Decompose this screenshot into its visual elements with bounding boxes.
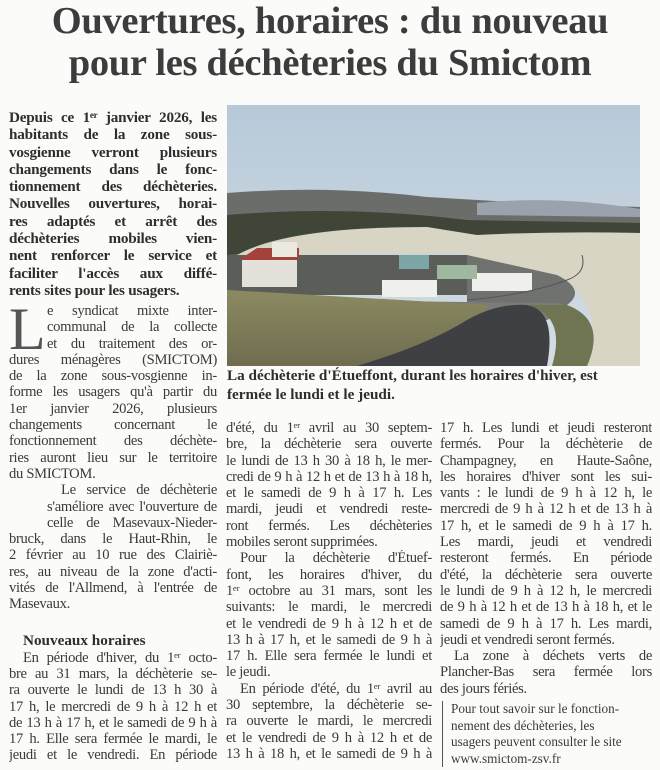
text-line: du SMICTOM. [9,465,96,482]
text-line: En période d'été, du 1ᵉʳ avril au [240,680,432,697]
drop-cap: L [9,296,46,362]
text-line: Depuis ce 1ᵉʳ janvier 2026, les [9,109,217,126]
text-line: communal de la collecte [47,319,217,336]
text-line: Nouvelles ouvertures, horai- [9,195,217,213]
text-line: d'été, du 1ᵉʳ avril au 30 septem- [226,420,432,436]
text-line: mercredi de 9 h à 12 h et de 13 h à [440,501,652,518]
text-line: nent renforcer le service et [9,247,217,265]
text-line: ries auront lieu sur le territoire [9,449,217,466]
paragraph [9,482,217,612]
text-line: 1ᵉʳ octobre au 31 mars, sont les [226,582,432,599]
text-line: le lundi de 9 h à 12 h, le mercredi [440,582,652,599]
text-line: de 9 h à 12 h et de 13 h à 18 h, et le [440,599,652,616]
text-line: ra ouverte le mardi, le mercredi [226,713,432,730]
text-line: Champagney, en Haute-Saône, [440,452,652,469]
section-subheading: Nouveaux horaires [23,631,146,649]
paragraph [440,648,652,697]
headline-line: Ouvertures, horaires : du nouveau [51,0,609,42]
photo-dechetterie-etueffont [227,105,640,366]
text-line: d'été, la déchèterie sera ouverte [440,566,652,583]
text-line: le jeudi. [226,664,271,681]
paragraph [226,681,432,762]
text-line: celle de Masevaux-Nieder- [47,514,217,531]
info-line: Pour tout savoir sur le fonction- [451,701,620,716]
text-line: les horaires d'hiver sont les sui- [440,468,652,485]
article-column-3 [440,420,652,697]
text-line: vants : le lundi de 9 h à 12 h, le [440,485,652,502]
text-line: 17 h. Les lundi et jeudi resteront [440,420,652,436]
text-line: bre au 31 mars, la déchèterie se- [9,665,217,682]
text-line: 17 h, et le samedi de 9 h à 17 h. [440,517,652,534]
text-line: de la zone sous-vosgienne in- [9,368,217,385]
text-line: et le vendredi de 9 h à 12 h et de [226,615,432,632]
text-line: jeudi et vendredi seront fermés. [440,631,615,648]
text-line: res, au niveau de la zone d'acti- [9,563,217,580]
text-line: mobiles seront supprimées. [226,534,378,551]
text-line: resteront fermés. En période [440,550,652,567]
paragraph [226,550,432,680]
text-line: des jours fériés. [440,680,527,697]
text-line: et le vendredi de 9 h à 12 h et de [226,729,432,746]
article-column-1 [9,296,217,764]
text-line: Les mardi, jeudi et vendredi [440,534,652,551]
paragraph [9,650,217,764]
text-line: res adaptés et arrêt des [9,212,217,230]
text-line: et du traitement des or- [47,335,217,352]
text-line: forme les usagers qu'à partir du [9,384,217,401]
text-line: jeudi et le vendredi. En période [9,747,217,764]
text-line: tionnement des déchèteries. [9,178,217,196]
text-line: changements dans le fonc- [9,160,217,178]
website-link[interactable]: www.smictom-zsv.fr [451,750,561,766]
text-line: 1er janvier 2026, plusieurs [9,400,217,417]
text-line: 13 h à 17 h, et le samedi de 9 h à [226,631,432,648]
caption-line: La déchèterie d'Étueffont, durant les horaires d'hiver, est [227,367,598,384]
paragraph [9,296,217,482]
text-line: suivants: le mardi, le mercredi [226,599,432,616]
text-line: Le service de déchèterie [61,482,217,499]
text-line: Pour la déchèterie d'Étuef- [240,550,432,567]
paragraph [226,420,432,550]
text-line: fonctionnement des déchète- [9,433,217,450]
text-line: dures ménagères (SMICTOM) [9,351,217,368]
text-line: En période d'hiver, du 1ᵉʳ octo- [23,649,217,666]
text-line: vités de l'Allmend, à l'entrée de [9,580,217,597]
text-line: 17 h. Elle sera fermée le mardi, le [9,731,217,748]
text-line: habitants de la zone sous- [9,126,217,144]
text-line: ra ouverte le lundi de 13 h 30 à [9,682,217,699]
text-line: s'améliore avec l'ouverture de [47,498,217,515]
text-line: 13 h à 18 h, et le samedi de 9 h à [226,745,432,762]
text-line: vosgienne verront plusieurs [9,143,217,161]
info-line: usagers peuvent consulter le site [451,734,622,749]
text-line: mardi, jeudi et vendredi reste- [226,501,432,518]
paragraph [9,109,217,299]
article-column-2 [226,420,432,762]
article-headline [0,0,660,84]
text-line: 17 h. Elle sera fermée le lundi et [226,648,432,665]
text-line: font, les horaires d'hiver, du [226,566,432,583]
headline-line: pour les déchèteries du Smictom [68,42,592,84]
text-line: changements concernant le [9,417,217,434]
article-lead [9,109,217,299]
text-line: déchèteries mobiles vien- [9,230,217,248]
info-box [442,701,660,767]
text-line: de 13 h à 17 h, et le samedi de 9 h à [9,714,217,731]
paragraph [440,420,652,648]
text-line: Masevaux. [9,596,70,613]
text-line: ront fermés. Les déchèteries [226,517,432,534]
text-line: bruck, dans le Haut-Rhin, le [9,531,217,548]
text-line: Plancher-Bas sera fermée lors [440,664,652,681]
text-line: credi de 9 h à 12 h et de 13 h à 18 h, [226,468,432,485]
text-line: et le samedi de 9 h à 17 h. Les [226,485,432,502]
text-line: bre, la déchèterie sera ouverte [226,436,432,453]
text-line: rents sites pour les usagers. [9,281,180,299]
text-line: fermés. Pour la déchèterie de [440,436,652,453]
text-line: faciliter l'accès aux diffé- [9,264,217,282]
text-line: samedi de 9 h à 17 h. Les mardi, [440,615,652,632]
text-line: 17 h, le mercredi de 9 h à 12 h et [9,698,217,715]
text-line: 30 septembre, la déchèterie se- [226,697,432,714]
photo-caption [227,367,642,404]
text-line: La zone à déchets verts de [454,648,652,665]
caption-line: fermée le lundi et le jeudi. [227,385,395,403]
text-line: e syndicat mixte inter- [47,303,217,319]
text-line: 2 février au 10 rue des Clairiè- [9,547,217,564]
info-line: nement des déchèteries, les [451,717,595,733]
text-line: le lundi de 13 h 30 à 18 h, le mer- [226,452,432,469]
